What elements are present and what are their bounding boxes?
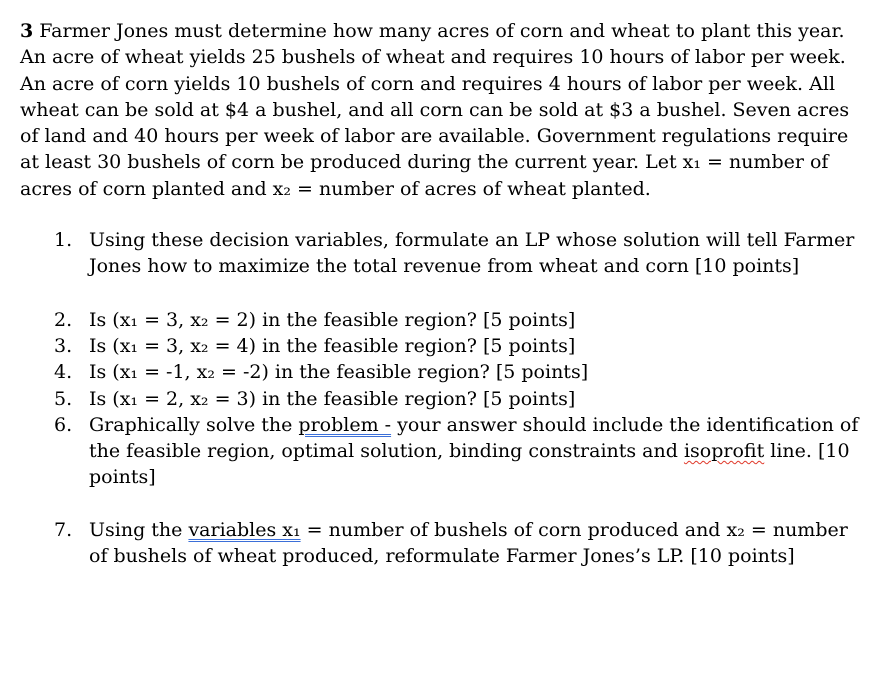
item-text-end: = number of bushels of corn produced and x₂ = number of bushels of wheat produced, reformulate Farmer Jones’s LP. [10 points]: [89, 518, 848, 568]
list-item: [20, 359, 862, 385]
list-item: [20, 307, 862, 333]
question-number: 3: [20, 20, 34, 42]
item-number: 4.: [54, 361, 73, 384]
document-body: [20, 18, 862, 569]
list-item: [20, 412, 862, 491]
item-number: 7.: [54, 518, 73, 541]
item-text: Is (x₁ = 2, x₂ = 3) in the feasible region? [5 points]: [89, 387, 576, 410]
question-list: [20, 227, 862, 569]
item-number: 1.: [54, 229, 73, 252]
item-text-middle: your answer should include the identification of the feasible region, optimal solution, binding constraints and: [89, 413, 859, 463]
item-text: Is (x₁ = -1, x₂ = -2) in the feasible region? [5 points]: [89, 361, 589, 384]
item-text-end: line. [10 points]: [89, 440, 850, 489]
grammar-flagged-text[interactable]: variables x₁: [188, 518, 301, 541]
item-number: 2.: [54, 308, 73, 331]
item-text: Using these decision variables, formulate an LP whose solution will tell Farmer Jones how to maximize the total revenue from wheat and corn [10 points]: [89, 229, 855, 278]
item-text: Is (x₁ = 3, x₂ = 4) in the feasible region? [5 points]: [89, 334, 576, 357]
item-text-start: Graphically solve the: [89, 413, 299, 436]
item-number: 5.: [54, 387, 73, 410]
list-item: [20, 386, 862, 412]
grammar-flagged-text[interactable]: problem -: [298, 413, 392, 436]
problem-text: Farmer Jones must determine how many acres of corn and wheat to plant this year. An acre of wheat yields 25 bushels of wheat and requires 10 hours of labor per week. An acre of corn yields 10 bushels of corn and requires 4 hours of labor per week. All wheat can be sold at $4 a bushel, and all corn can be sold at $3 a bushel. Seven acres of land and 40 hours per week of labor are available. Government regulations require at least 30 bushels of corn be produced during the current year. Let x₁ = number of acres of corn planted and x₂ = number of acres of wheat planted.: [20, 20, 850, 200]
list-item: [20, 517, 862, 570]
item-number: 3.: [54, 334, 73, 357]
spelling-flagged-word[interactable]: isoprofit: [683, 440, 765, 463]
list-item: [20, 333, 862, 359]
item-text: Is (x₁ = 3, x₂ = 2) in the feasible region? [5 points]: [89, 308, 576, 331]
item-text-start: Using the: [89, 518, 189, 541]
item-number: 6.: [54, 413, 73, 436]
problem-statement: [20, 18, 862, 202]
list-item: [20, 227, 862, 280]
